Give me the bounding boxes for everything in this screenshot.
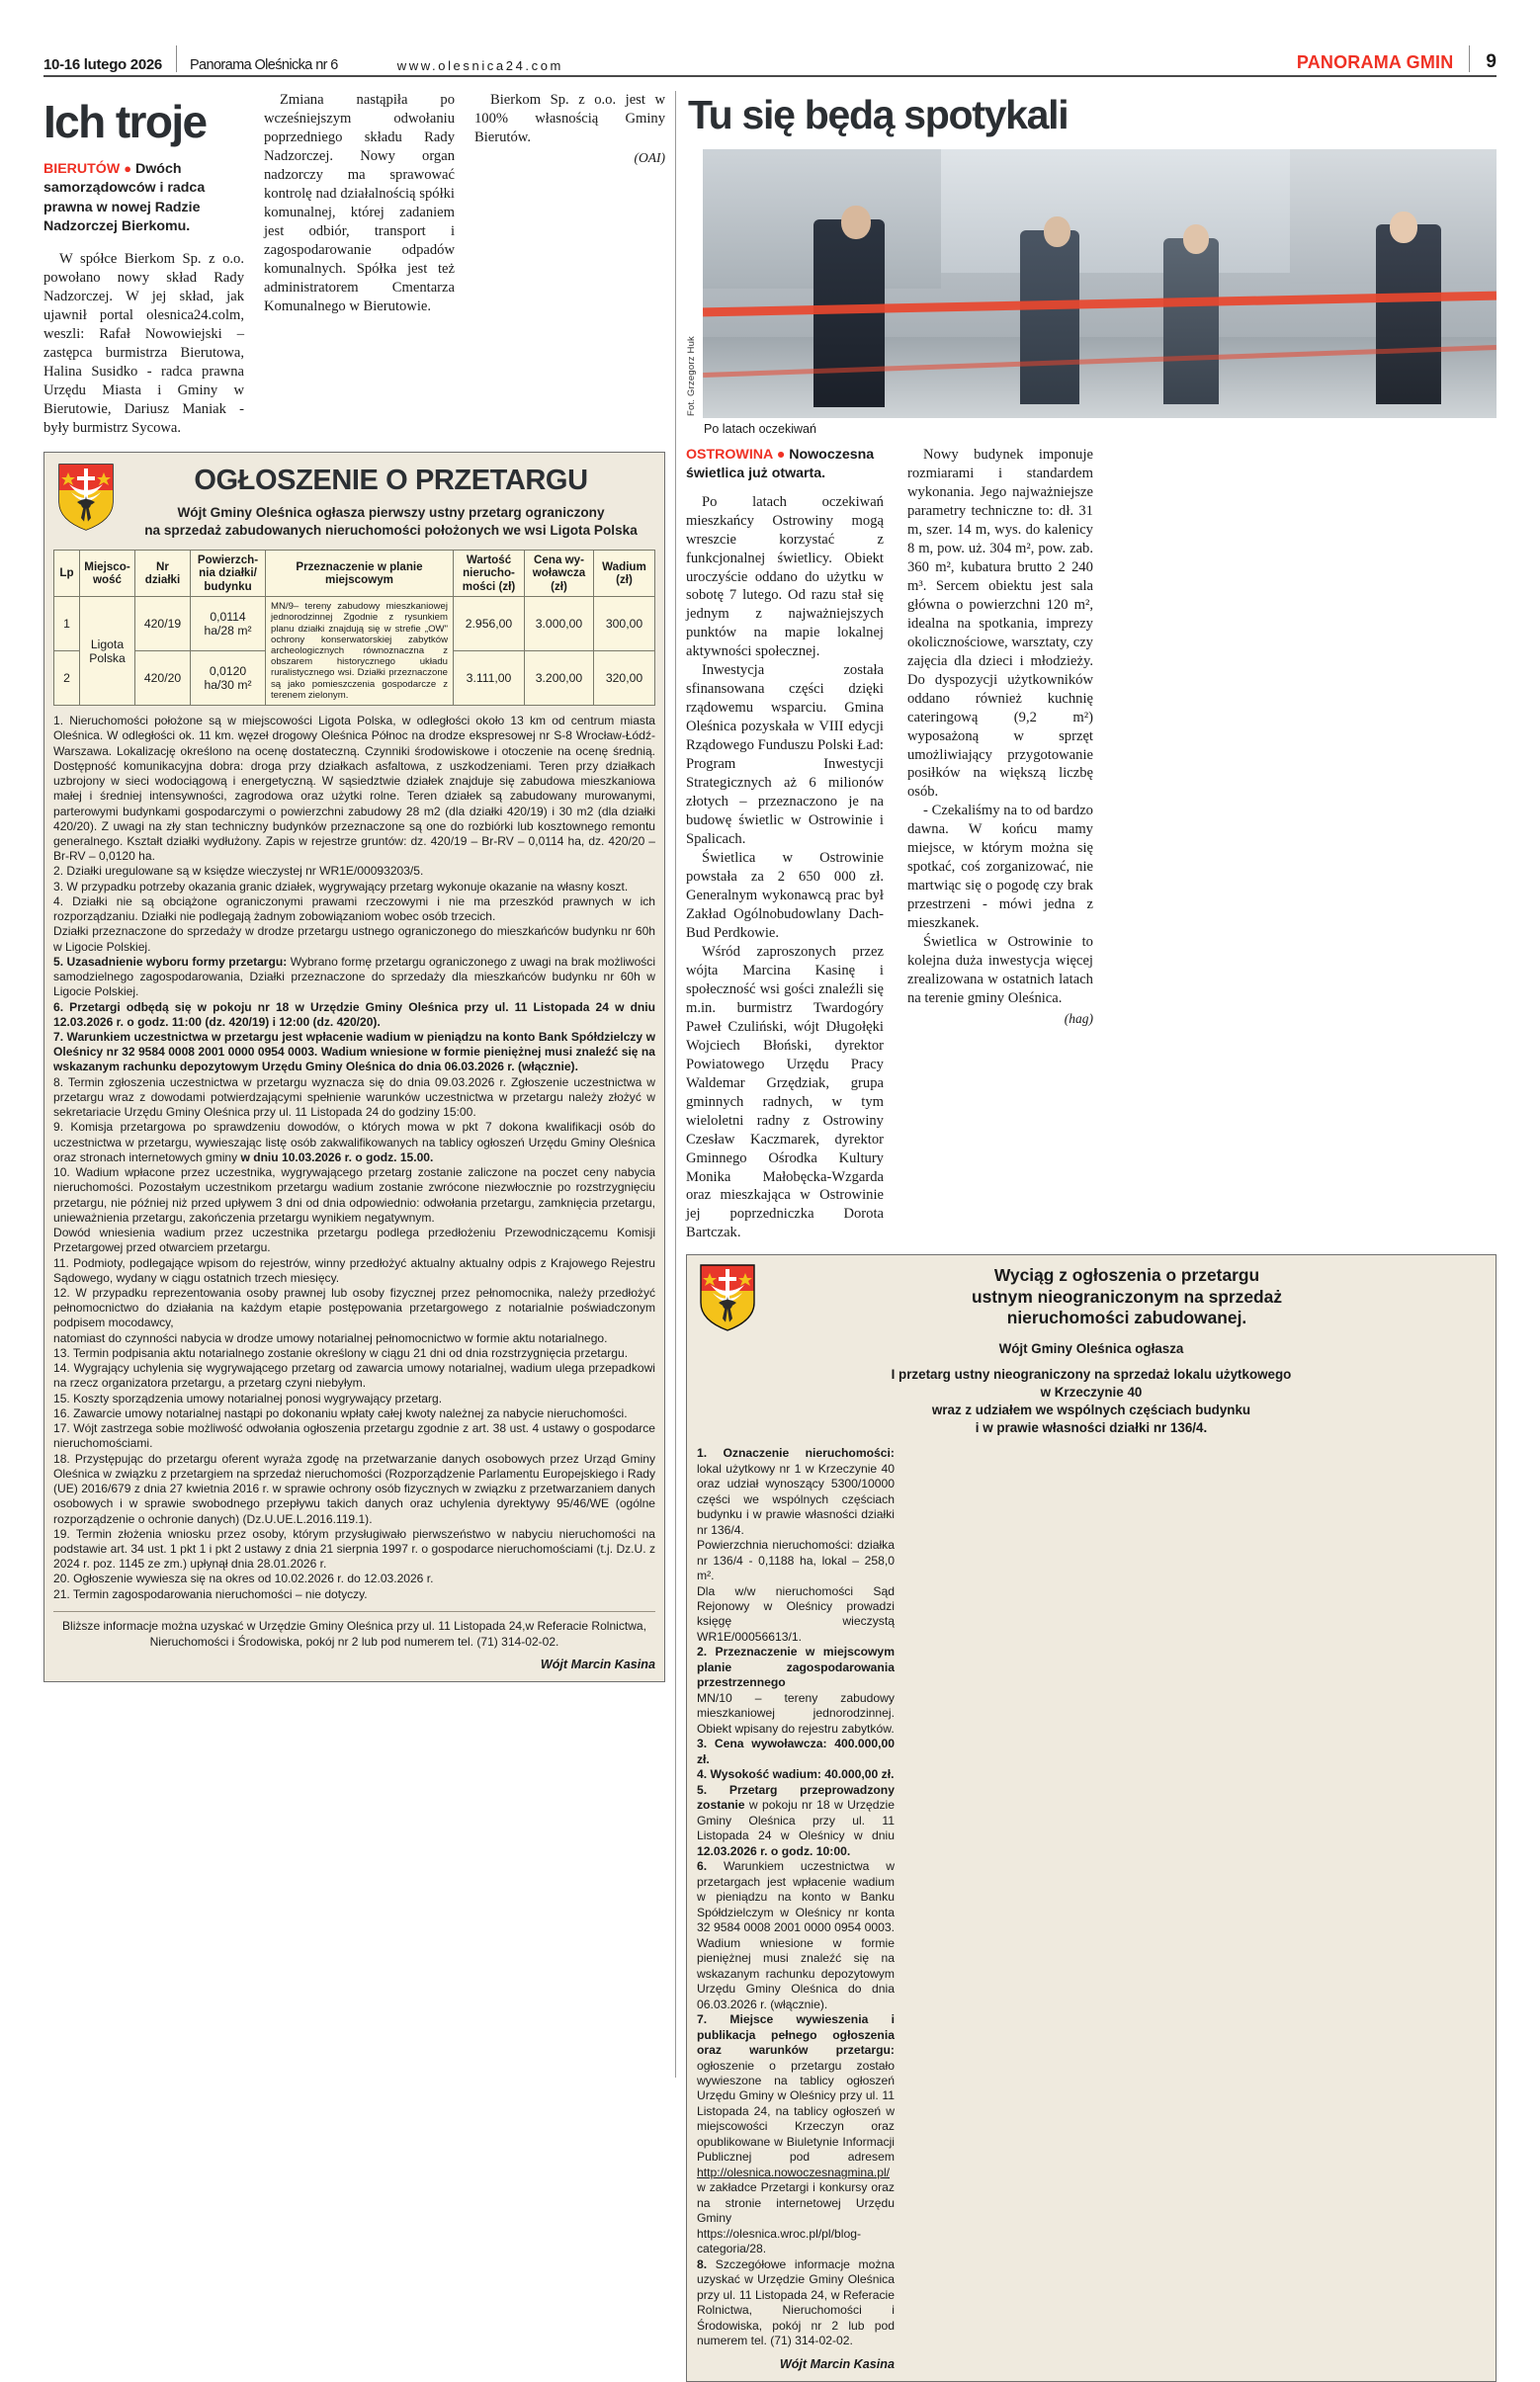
article1-body-col1	[43, 250, 244, 438]
clause-12b: natomiast do czynności nabycia w drodze umowy notarialnej pełnomocnictwo w formie aktu notarialnego.	[53, 1330, 608, 1345]
coat-of-arms-icon	[697, 1263, 758, 1332]
right-clause-1b: Powierzchnia nieruchomości: działka nr 136/4 - 0,1188 ha, lokal – 258,0 m².	[696, 1538, 895, 1583]
masthead	[43, 43, 1497, 77]
clause-12: 12. W przypadku reprezentowania osoby prawnej lub osoby fizycznej przez pełnomocnika, należy przedłożyć pełnomocnictwo do działania na każdym etapie postępowania przetargowego z notarialnie poświadczonym podpisem mocodawcy,	[53, 1286, 655, 1330]
cell-plan: MN/9– tereny zabudowy mieszkaniowej jednorodzinnej Zgodnie z rysunkiem planu działki znajdują się w strefie „OW" ochrony konserwatorskiej zabytków archeologicznych równoznaczna z obszarem historycznego układu ruralistycznego wsi. Działki przeznaczone są jako pomieszczenia gospodarcze z terenem zielonym.	[266, 597, 454, 706]
right-clause-3-text: 3. Cena wywoławcza: 400.000,00 zł.	[696, 1737, 895, 1766]
article1-city-tag: BIERUTÓW	[43, 161, 121, 177]
photo-credit: Fot. Grzegorz Huk	[685, 335, 697, 416]
tender-right-sub2: I przetarg ustny nieograniczony na sprzedaż lokalu użytkowego	[891, 1367, 1292, 1383]
clause-19: 19. Termin złożenia wniosku przez osoby, którym przysługiwało pierwszeństwo w nabyciu nieruchomości na podstawie art. 34 ust. 1 pkt 1 i pkt 2 ustawy z dnia 21 sierpnia 1997 r. o gospodarce nieruchomościami (t.j. Dz.U. z 2024 r. poz. 1145 ze zm.) upłynął dnia 28.01.2026 r.	[53, 1526, 655, 1572]
right-clause-6-label: 6.	[696, 1859, 708, 1874]
cell-nr-2: 420/20	[135, 651, 191, 706]
cell-pow-1: 0,0114 ha/28 m²	[191, 597, 266, 651]
article2-p4: Wśród zaproszonych przez wójta Marcina Kasinę i społeczność wsi gości znaleźli się m.in. burmistrz Twardogóry Paweł Czuliński, wójt Długołęki Wojciech Błoński, dyrektor Powiatowego Urzędu Pracy Waldemar Grzędziak, grupa gminnych radnych, w tym wieloletni radny z Ostrowiny Czesław Kaczmarek, dyrektor Gminnego Ośrodka Kultury Monika Małobęcka-Wzgarda oraz mieszkająca w Ostrowinie jej poprzedniczka Dorota Bartczak.	[685, 943, 884, 1241]
tender-footer-line2: Nieruchomości i Środowiska, pokój nr 2 lub pod numerem tel. (71) 314-02-02.	[149, 1634, 559, 1649]
cell-pow-2: 0,0120 ha/30 m²	[191, 651, 266, 706]
article2-body-col2	[907, 446, 1093, 1028]
clause-9-date: w dniu 10.03.2026 r. o godz. 15.00.	[240, 1149, 434, 1164]
article1-body-col2	[264, 91, 455, 316]
article2-lead	[686, 446, 884, 484]
tender-notice-heading-text	[127, 463, 655, 540]
clause-2: 2. Działki uregulowane są w księdze wieczystej nr WR1E/00093203/5.	[53, 864, 424, 879]
tender-notice-right	[686, 1254, 1497, 2381]
right-clause-7	[697, 2012, 895, 2257]
tender-notice-right-header	[697, 1263, 1486, 1332]
tender-notice-subtitle-line1: Wójt Gminy Oleśnica ogłasza pierwszy ustny przetarg ograniczony	[177, 504, 605, 520]
article2-p5: Nowy budynek imponuje rozmiarami i standardem wykonania. Jego najważniejsze parametry techniczne to: dł. 31 m, szer. 14 m, wys. do kalenicy 8 m, pow. uż. 304 m², pow. zab. 360 m², kubatura brutto 2 240 m³. Sercem obiektu jest sala główna o powierzchni 120 m², idealna na spotkania, imprezy okolicznościowe, warsztaty, czy zajęcia dla dzieci i młodzieży. Do dyspozycji użytkowników oddano również kuchnię cateringową (9,2 m²) wyposażoną w sprzęt umożliwiający przygotowanie posiłków na większą liczbę osób.	[906, 447, 1093, 801]
clause-6-text: 6. Przetargi odbędą się w pokoju nr 18 w Urzędzie Gminy Oleśnica przy ul. 11 Listopada 24 w dniu 12.03.2026 r. o godz. 11:00 (dz. 420/19) i 12:00 (dz. 420/20).	[53, 999, 655, 1029]
table-row	[54, 597, 655, 651]
right-clause-1c: Dla w/w nieruchomości Sąd Rejonowy w Oleśnicy prowadzi księgę wieczystą WR1E/00056613/1.	[696, 1583, 895, 1644]
clause-15: 15. Koszty sporządzenia umowy notarialnej ponosi wygrywający przetarg.	[53, 1391, 443, 1405]
th-lp: Lp	[54, 550, 80, 596]
article1-lead	[43, 160, 244, 236]
tender-right-sub3: w Krzeczynie 40	[1040, 1385, 1143, 1401]
clause-9	[53, 1120, 655, 1165]
article2-columns	[686, 446, 1497, 1242]
article-ich-troje	[43, 91, 665, 438]
tender-right-columns	[697, 1437, 1486, 2371]
photo-person-2	[1020, 230, 1079, 404]
photo-person-1-head	[841, 206, 871, 239]
clause-16: 16. Zawarcie umowy notarialnej nastąpi po dokonaniu wpłaty całej kwoty należnej za nabycie nieruchomości.	[53, 1405, 628, 1420]
bip-link[interactable]: http://olesnica.nowoczesnagmina.pl/	[696, 2165, 891, 2179]
photo-person-3-head	[1183, 224, 1209, 254]
left-column	[43, 91, 665, 2078]
cell-lp-1: 1	[54, 597, 80, 651]
right-clause-4-text: 4. Wysokość wadium: 40.000,00 zł.	[696, 1767, 895, 1782]
tender-right-sub5: i w prawie własności działki nr 136/4.	[975, 1420, 1208, 1436]
tender-notice-subtitle	[127, 504, 655, 540]
article2-photo-wrap	[686, 149, 1497, 418]
right-clause-7-text2: w zakładce Przetargi i konkursy oraz na stronie internetowej Urzędu Gminy https://olesnica.wroc.pl/pl/blog-categoria/28.	[696, 2180, 895, 2256]
clause-17: 17. Wójt zastrzega sobie możliwość odwołania ogłoszenia przetargu zgodnie z art. 38 ust. 4 ustawy o gospodarce nieruchomościami.	[53, 1421, 655, 1451]
article1-col2	[254, 91, 455, 438]
column-divider	[675, 91, 676, 2078]
clause-9-text: 9. Komisja przetargowa po sprawdzeniu dowodów, o których mowa w pkt 7 dokona kwalifikacji osób do uczestnictwa w przetargu, wywieszając listę osób zakwalifikowanych na tablicy ogłoszeń Urzędu Gminy Oleśnica oraz stronach internetowych gminy	[53, 1120, 655, 1164]
tender-notice-right-title	[768, 1263, 1486, 1328]
right-clause-1-label: 1. Oznaczenie nieruchomości:	[696, 1446, 895, 1461]
right-clause-7-text: ogłoszenie o przetargu zostało wywieszone na tablicy ogłoszeń Urzędu Gminy w Oleśnicy przy ul. 11 Listopada 24, na tablicy ogłoszeń w miejscowości Krzeczyn oraz opublikowane w Biuletynie Informacji Publicznej pod adresem	[696, 2058, 895, 2165]
clause-6	[53, 1000, 655, 1030]
tender-notice-signature: Wójt Marcin Kasina	[540, 1658, 655, 1672]
article2-p7: Świetlica w Ostrowinie to kolejna duża inwestycja więcej zrealizowana w ostatnich latach na terenie gminy Oleśnica.	[906, 934, 1093, 1007]
clause-5-text: Wybrano formę przetargu ograniczonego z uwagi na brak możliwości samodzielnego zagospodarowania, Działki przeznaczone do sprzedaży dla mieszkańców budynku nr 60h w Ligocie Polskiej.	[53, 954, 655, 999]
tender-notice-subtitle-line2: na sprzedaż zabudowanych nieruchomości położonych we wsi Ligota Polska	[144, 522, 638, 538]
photo-person-4-head	[1390, 212, 1417, 243]
tender-notice-left	[43, 452, 665, 1682]
tender-notice-title: OGŁOSZENIE O PRZETARGU	[194, 464, 588, 496]
plots-table	[53, 550, 655, 706]
article1-body-col3	[474, 91, 665, 166]
article2-lead-text: Nowoczesna świetlica już otwarta.	[685, 447, 875, 482]
cell-cena-2: 3.200,00	[525, 651, 594, 706]
article2-body-col1	[686, 493, 884, 1243]
right-clause-8-label: 8.	[696, 2256, 708, 2271]
clause-10b: Dowód wniesienia wadium przez uczestnika przetargu podlega przedłożeniu Przewodniczącemu Komisji Przetargowej przed otwarciem przetargu.	[53, 1226, 655, 1255]
website-url[interactable]: www.olesnica24.com	[396, 58, 563, 73]
clause-3: 3. W przypadku potrzeby okazania granic działek, wygrywający przetarg wykonuje okazanie na własny koszt.	[53, 879, 629, 893]
article2-p6: - Czekaliśmy na to od bardzo dawna. W końcu mamy miejsce, w którym można się spotkać, coś zorganizować, nie martwiąc się o pogodę czy brak przestrzeni - mówi jedna z mieszkanek.	[906, 803, 1093, 932]
article1-signature: (OAI)	[634, 149, 665, 165]
page-number: 9	[1486, 51, 1497, 72]
right-clause-4	[697, 1767, 895, 1782]
right-clause-5-label: 5. Przetarg przeprowadzony zostanie	[696, 1782, 895, 1813]
right-clause-2-label-text: 2. Przeznaczenie w miejscowym planie zagospodarowania przestrzennego	[696, 1645, 895, 1690]
cell-cena-1: 3.000,00	[525, 597, 594, 651]
right-clause-2-text: MN/10 – tereny zabudowy mieszkaniowej jednorodzinnej. Obiekt wpisany do rejestru zabytków.	[696, 1690, 895, 1736]
clause-18: 18. Przystępując do przetargu oferent wyraża zgodę na przetwarzanie danych osobowych przez Urząd Gminy Oleśnica w związku z przetargiem na sprzedaż nieruchomości (Rozporządzenie Parlamentu Europejskiego i Rady (UE) 2016/679 z dnia 27 kwietnia 2016 r. w sprawie ochrony osób fizycznych w związku z przetwarzaniem danych osobowych i w sprawie swobodnego przepływu takich danych oraz uchylenia dyrektywy 95/46/WE (ogólne rozporządzenie o ochronie danych) (Dz.U.UE.L.2016.119.1).	[53, 1451, 655, 1526]
right-clause-2-label	[697, 1645, 895, 1690]
tender-right-title-line1: Wyciąg z ogłoszenia o przetargu	[993, 1265, 1260, 1286]
article2-city-tag: OSTROWINA	[685, 447, 773, 463]
clause-14: 14. Wygrający uchylenia się wygrywającego przetarg od zawarcia umowy notarialnej, wadium ulega przepadkowi na rzecz organizatora przetargu, a przetarg czyni niebyłym.	[53, 1361, 655, 1391]
article2-col1	[686, 446, 884, 1242]
clause-11: 11. Podmioty, podlegające wpisom do rejestrów, winny przedłożyć aktualny aktualny odpis z Krajowego Rejestru Sądowego, wydany w ciągu ostatnich trzech miesięcy.	[53, 1255, 655, 1285]
article2-signature: (hag)	[1064, 1011, 1093, 1027]
coat-of-arms-icon	[55, 463, 117, 532]
article2-headline: Tu się będą spotykali	[687, 92, 1069, 137]
th-przeznaczenie: Przeznaczenie w planie miejscowym	[266, 550, 454, 596]
bullet-icon: ●	[776, 447, 786, 463]
right-clause-5	[697, 1783, 895, 1859]
article1-p3: Bierkom Sp. z o.o. jest w 100% własnością Gminy Bierutów.	[474, 92, 665, 145]
tender-notice-footer	[53, 1611, 655, 1650]
right-clause-5-date: 12.03.2026 r. o godz. 10:00.	[696, 1843, 851, 1858]
article1-p1-part: W spółce Bierkom Sp. z o.o. powołano nowy skład Rady Nadzorczej. W jej skład, jak ujawnił portal olesnica24.colm, weszli: Rafał Nowowiejski – zastępca burmistrza Bierutowa, Halina Susidko - radca prawna Urzędu Miasta i Gminy w Bierutowie, Dariusz Maniak - były burmistrz Sycowa.	[43, 251, 244, 436]
article2-col2	[896, 446, 1093, 1242]
section-title: PANORAMA GMIN	[1296, 52, 1454, 72]
issue-date: 10-16 lutego 2026	[43, 56, 162, 73]
article1-col3	[465, 91, 665, 438]
clause-10: 10. Wadium wpłacone przez uczestnika, wygrywającego przetarg zostanie zaliczone na poczet ceny nabycia nieruchomości. Pozostałym uczestnikom przetargu wadium zostanie zwrócone niezwłocznie po rozstrzygnięciu przetargu, nie później niż przed upływem 3 dni od dnia odpowiednio: odwołania przetargu, zamknięcia przetargu, unieważnienia przetargu, zakończenia przetargu wynikiem negatywnym.	[53, 1165, 655, 1225]
right-clause-3	[697, 1737, 895, 1767]
right-clause-8	[697, 2257, 895, 2349]
photo-person-2-head	[1044, 216, 1070, 247]
clause-5	[53, 955, 655, 1000]
tender-right-sub4: wraz z udziałem we wspólnych częściach budynku	[931, 1403, 1251, 1418]
th-cena-wywolawcza: Cena wy-woławcza (zł)	[525, 550, 594, 596]
plots-table-body	[54, 597, 655, 706]
tender-right-sub1: Wójt Gminy Oleśnica ogłasza	[998, 1341, 1184, 1357]
right-clause-1-text: lokal użytkowy nr 1 w Krzeczynie 40 oraz udział wynoszący 5300/10000 części we wspólnych częściach budynku i w prawie własności działki nr 136/4.	[696, 1461, 895, 1537]
tender-right-col1	[697, 1437, 895, 2371]
photo-caption: Po latach oczekiwań	[703, 422, 816, 436]
clause-8: 8. Termin zgłoszenia uczestnictwa w przetargu wyznacza się do dnia 09.03.2026 r. Zgłoszenie uczestnictwa w przetargu wraz z dowodami potwierdzającymi spełnienie warunków uczestnictwa w przetargu należy złożyć w sekretariacie Urzędu Gminy Oleśnica przy ul. 11 Listopada 24 do godziny 15:00.	[53, 1074, 655, 1120]
tender-right-body-col1	[697, 1446, 895, 2349]
clause-5-label: 5. Uzasadnienie wyboru formy przetargu:	[53, 954, 288, 969]
article2-p3: Świetlica w Ostrowinie powstała za 2 650 000 zł. Generalnym wykonawcą prac był Zakład Ogólnobudowlany Dach-Bud Perdkowie.	[685, 850, 884, 941]
clause-13: 13. Termin podpisania aktu notarialnego zostanie określony w ciągu 21 dni od dnia rozstrzygnięcia przetargu.	[53, 1345, 629, 1360]
right-column	[685, 91, 1497, 2371]
tender-legal-clauses	[53, 714, 655, 1602]
right-clause-8-text: Szczegółowe informacje można uzyskać w Urzędzie Gminy Oleśnica przy ul. 11 Listopada 24, w Referacie Rolnictwa, Nieruchomości i Środowiska, pokój nr 2 lub pod numerem tel. (71) 314-02-02.	[696, 2256, 895, 2348]
paper-name: Panorama Oleśnicka nr 6	[189, 57, 338, 73]
tender-notice-right-subtitle	[697, 1340, 1486, 1437]
plots-table-header-row	[54, 550, 655, 596]
cell-nr-1: 420/19	[135, 597, 191, 651]
tender-footer-line1: Bliższe informacje można uzyskać w Urzędzie Gminy Oleśnica przy ul. 11 Listopada 24,w Referacie Rolnictwa,	[62, 1618, 646, 1633]
cell-lp-2: 2	[54, 651, 80, 706]
page-columns	[43, 91, 1497, 2371]
article1-p2: Zmiana nastąpiła po wcześniejszym odwołaniu poprzedniego składu Rady Nadzorczej. Nowy organ nadzorczy ma sprawować kontrolę nad działalnością spółki komunalnej, której zadaniem jest odbiór, transport i zagospodarowanie odpadów komunalnych. Spółka jest też administratorem Cmentarza Komunalnego w Bierutowie.	[264, 92, 455, 314]
spacer	[697, 1358, 1486, 1366]
clause-4b: Działki przeznaczone do sprzedaży w drodze przetargu ustnego ograniczonego do mieszkańców budynku nr 60h w Ligocie Polskiej.	[53, 924, 655, 954]
bullet-icon: ●	[124, 161, 132, 176]
th-wartosc: Wartość nierucho-mości (zł)	[454, 550, 525, 596]
clause-7	[53, 1030, 655, 1075]
cell-wartosc-1: 2.956,00	[454, 597, 525, 651]
cell-wartosc-2: 3.111,00	[454, 651, 525, 706]
clause-21: 21. Termin zagospodarowania nieruchomości – nie dotyczy.	[53, 1586, 368, 1601]
tender-right-signature: Wójt Marcin Kasina	[779, 2356, 895, 2371]
right-clause-6-text: Warunkiem uczestnictwa w przetargach jest wpłacenie wadium w pieniądzu na konto w Banku Spółdzielczym w Oleśnicy nr konta 32 9584 0008 2001 0000 0954 0003. Wadium wniesione w formie pieniężnej musi znaleźć się na wskazanym rachunku depozytowym Urzędu Gminy Oleśnica do dnia 06.03.2026 r. (włącznie).	[696, 1859, 895, 2011]
article1-col1	[43, 91, 244, 438]
article2-p1: Po latach oczekiwań mieszkańcy Ostrowiny mogą wreszcie korzystać z funkcjonalnej świetlicy. Obiekt uroczyście oddano do użytku w sobotę 7 lutego. Od razu stał się jednym z najważniejszych punktów na mapie lokalnej aktywności społecznej.	[685, 493, 884, 660]
article2-p2: Inwestycja została sfinansowana części dzięki rządowemu wsparciu. Gmina Oleśnica pozyskała w VIII edycji Rządowego Funduszu Polski Ład: Program Inwestycji Strategicznych aż 6 milionów złotych – przeznaczono je na budowę świetlic w Ostrowinie i Spalicach.	[685, 662, 884, 848]
clause-20: 20. Ogłoszenie wywiesza się na okres od 10.02.2026 r. do 12.03.2026 r.	[53, 1572, 434, 1586]
right-clause-1	[697, 1446, 895, 1538]
clause-1: 1. Nieruchomości położone są w miejscowości Ligota Polska, w odległości około 13 km od centrum miasta Oleśnica. W odległości ok. 11 km. węzeł drogowy Oleśnica Północ na drodze ekspresowej nr S-8 Wrocław-Łódź-Warszawa. Lokalizację określono na ocenę dostateczną. Czynniki środowiskowe i otoczenie na ocenę średnią. Dostępność komunikacyjna dobra: droga przy działkach asfaltowa, z uszkodzeniami. Teren przy działkach uzbrojony w sieci wodociągową i energetyczną. W sąsiedztwie działek znajduje się zabudowa mieszkaniowa małej i średniej intensywności, zagrodowa oraz użytki rolne. Teren działek są zabudowany murowanymi, parterowymi budynkami gospodarczymi o powierzchni zabudowy 28 m2 (dla działki 420/19) i 30 m2 (dla działki 420/20). Z uwagi na zły stan techniczny budynków przeznaczone są one do rozbiórki lub kosztownego remontu generalnego. Kształt działki wydłużony. Zapis w rejestrze gruntów: dz. 420/19 – Br-RV – 0,0114 ha, dz. 420/20 – Br-RV – 0,0120 ha.	[53, 714, 655, 864]
th-wadium: Wadium (zł)	[594, 550, 655, 596]
photo-person-4	[1376, 224, 1441, 404]
article1-lead-text: Dwóch samorządowców i radca prawna w nowej Radzie Nadzorczej Bierkomu.	[43, 161, 206, 234]
cell-wadium-2: 320,00	[594, 651, 655, 706]
cell-wadium-1: 300,00	[594, 597, 655, 651]
th-miejscowosc: Miejsco-wość	[80, 550, 135, 596]
right-clause-5-text: w pokoju nr 18 w Urzędzie Gminy Oleśnica przy ul. 11 Listopada 24 w Oleśnicy w dniu	[696, 1798, 895, 1843]
th-powierzchnia: Powierzch-nia działki/ budynku	[191, 550, 266, 596]
article1-headline: Ich troje	[43, 96, 207, 147]
th-nr-dzialki: Nr działki	[135, 550, 191, 596]
cell-miejscowosc: Ligota Polska	[80, 597, 135, 706]
right-clause-6	[697, 1859, 895, 2012]
right-clause-7-label: 7. Miejsce wywieszenia i publikacja pełnego ogłoszenia oraz warunków przetargu:	[696, 2012, 895, 2058]
ribbon-cutting-photo	[703, 149, 1497, 418]
photo-person-3	[1163, 238, 1219, 404]
tender-notice-header	[53, 461, 655, 546]
tender-right-title-line3: nieruchomości zabudowanej.	[1006, 1307, 1247, 1327]
tender-right-title-line2: ustnym nieograniczonym na sprzedaż	[971, 1286, 1283, 1307]
plots-table-head	[54, 550, 655, 596]
clause-7-text: 7. Warunkiem uczestnictwa w przetargu jest wpłacenie wadium w pieniądzu na konto Bank Spółdzielczy w Oleśnicy nr 32 9584 0008 2001 0000 0954 0003. Wadium wniesione w formie pieniężnej musi znaleźć się na wskazanym rachunku depozytowym Urzędu Gminy Oleśnica do dnia 06.03.2026 r. (włącznie).	[53, 1030, 655, 1074]
clause-4: 4. Działki nie są obciążone ograniczonymi prawami rzeczowymi i nie ma przeszkód prawnych w ich rozporządzaniu. Działki nie podlegają żadnym zobowiązaniom wobec osób trzecich.	[53, 893, 655, 924]
